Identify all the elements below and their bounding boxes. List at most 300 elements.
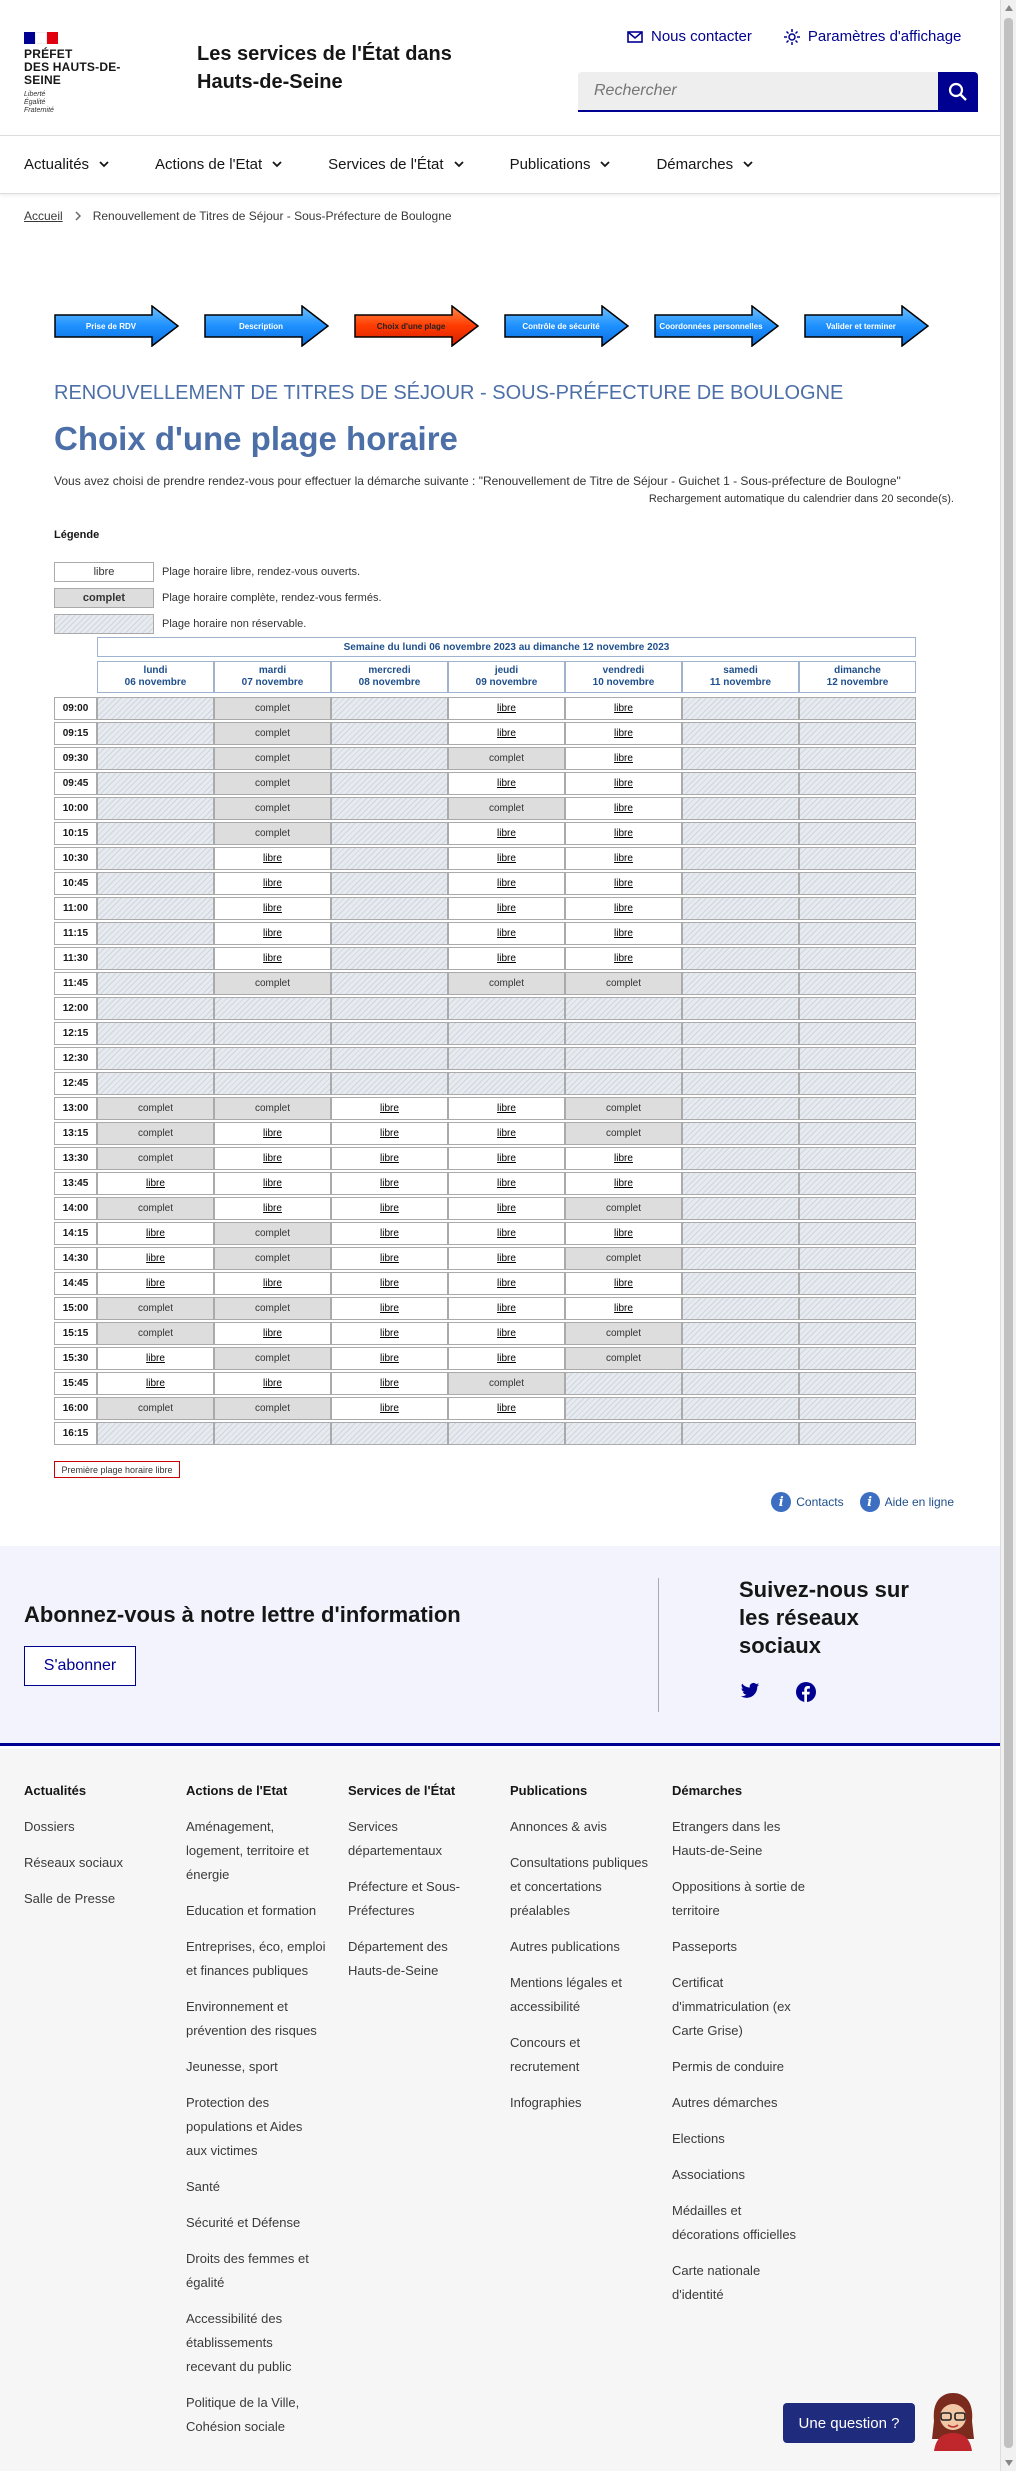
footer-link[interactable]: Autres publications [510,1939,620,1954]
slot-complet: complet [214,1347,331,1370]
slot-libre[interactable]: libre [331,1272,448,1295]
slot-unavailable [214,1422,331,1445]
french-flag-icon [24,32,58,44]
slot-complet: complet [214,1222,331,1245]
slot-libre[interactable]: libre [331,1097,448,1120]
slot-complet: complet [214,1247,331,1270]
step-description [204,305,330,347]
reload-notice: Rechargement automatique du calendrier dans 20 seconde(s). [648,493,954,505]
footer-link[interactable]: Oppositions à sortie de territoire [672,1879,805,1918]
slot-unavailable [799,697,916,720]
slot-libre[interactable]: libre [565,822,682,845]
slot-libre[interactable]: libre [565,847,682,870]
intro-text: Vous avez choisi de prendre rendez-vous pour effectuer la démarche suivante : "Renouvellement de Titre de Séjour - Guichet 1 - Sous-préfecture de Boulogne" [54,474,901,488]
slot-row [54,922,916,947]
slot-complet: complet [448,1372,565,1395]
time-label: 10:15 [54,822,97,845]
slot-libre[interactable]: libre [214,1122,331,1145]
slot-libre[interactable]: libre [565,897,682,920]
time-label: 10:00 [54,797,97,820]
time-label: 15:45 [54,1372,97,1395]
footer-link[interactable]: Préfecture et Sous-Préfectures [348,1879,460,1918]
slot-unavailable [799,1172,916,1195]
footer-link[interactable]: Services départementaux [348,1819,442,1858]
day-name: lundi [143,665,168,676]
page-title: Choix d'une plage horaire [54,420,458,457]
slot-unavailable [682,947,799,970]
slot-libre[interactable]: libre [448,872,565,895]
slot-libre[interactable]: libre [565,697,682,720]
slot-libre[interactable]: libre [331,1397,448,1420]
time-label: 16:00 [54,1397,97,1420]
slot-unavailable [799,772,916,795]
slot-libre[interactable]: libre [448,722,565,745]
slot-row [54,897,916,922]
slot-libre[interactable]: libre [331,1247,448,1270]
slot-row [54,1147,916,1172]
slot-unavailable [331,1072,448,1095]
footer-link[interactable]: Sécurité et Défense [186,2215,301,2230]
legend-na-desc: Plage horaire non réservable. [162,618,307,630]
slot-unavailable [97,797,214,820]
slot-unavailable [331,922,448,945]
footer-link[interactable]: Passeports [672,1939,738,1954]
footer-link[interactable]: Infographies [510,2095,582,2110]
legend-libre-swatch: libre [54,562,154,582]
day-date: 12 novembre [826,677,889,688]
slot-unavailable [682,1422,799,1445]
facebook-icon[interactable] [796,1682,816,1702]
slot-unavailable [214,997,331,1020]
social-links [740,1682,816,1702]
slot-unavailable [682,1022,799,1045]
slot-libre[interactable]: libre [448,1172,565,1195]
legend-libre-desc: Plage horaire libre, rendez-vous ouverts. [162,566,361,578]
slot-complet: complet [97,1097,214,1120]
slot-libre[interactable]: libre [331,1372,448,1395]
aide-link[interactable] [860,1492,954,1512]
slot-libre[interactable]: libre [214,1272,331,1295]
slot-libre[interactable]: libre [97,1172,214,1195]
breadcrumb [24,209,452,223]
slot-row [54,747,916,772]
slot-row [54,1022,916,1047]
slot-unavailable [799,1422,916,1445]
slot-row [54,1172,916,1197]
slot-unavailable [97,697,214,720]
step-prise-rdv [54,305,180,347]
chevron-right-icon [75,211,81,221]
slot-complet: complet [97,1147,214,1170]
chat-button[interactable]: Une question ? [783,2403,915,2443]
slot-unavailable [799,922,916,945]
slot-libre[interactable]: libre [448,697,565,720]
slot-libre[interactable]: libre [448,1347,565,1370]
day-headers [97,661,916,693]
slot-libre[interactable]: libre [448,1122,565,1145]
slot-libre[interactable]: libre [565,1272,682,1295]
nav-services-etat[interactable] [328,156,463,173]
day-header-5 [682,661,799,693]
slot-complet: complet [214,972,331,995]
contacts-link[interactable] [771,1492,843,1512]
contacts-label: Contacts [796,1495,844,1509]
slot-unavailable [799,872,916,895]
nav-actualites[interactable] [24,156,109,173]
footer-link[interactable]: Permis de conduire [672,2059,784,2074]
slot-libre[interactable]: libre [565,772,682,795]
slot-unavailable [331,897,448,920]
footer-link[interactable]: Accessibilité des établissements recevant du public [186,2311,292,2374]
scrollbar[interactable] [1000,0,1016,2471]
slot-unavailable [682,1072,799,1095]
slot-row [54,1272,916,1297]
day-date: 08 novembre [358,677,421,688]
slot-libre[interactable]: libre [331,1322,448,1345]
footer [0,1749,1000,2471]
slot-unavailable [682,697,799,720]
footer-link[interactable]: Entreprises, éco, emploi et finances publiques [186,1939,326,1978]
slot-complet: complet [97,1322,214,1345]
day-name: jeudi [494,665,519,676]
slot-unavailable [331,972,448,995]
slot-complet: complet [448,747,565,770]
assistant-avatar-icon[interactable] [928,2391,978,2451]
slot-unavailable [331,697,448,720]
footer-link[interactable]: Elections [672,2131,725,2146]
nav-demarches[interactable] [656,156,753,173]
slot-libre[interactable]: libre [448,1397,565,1420]
slot-row [54,1097,916,1122]
slot-libre[interactable]: libre [97,1372,214,1395]
slot-libre[interactable]: libre [331,1222,448,1245]
legend-complet-desc: Plage horaire complète, rendez-vous fermés. [162,592,382,604]
header [0,0,1000,136]
time-label: 11:45 [54,972,97,995]
slot-unavailable [799,747,916,770]
footer-link[interactable]: Santé [186,2179,220,2194]
slot-unavailable [331,747,448,770]
slot-libre[interactable]: libre [214,947,331,970]
footer-link[interactable]: Mentions légales et accessibilité [510,1975,623,2014]
slot-libre[interactable]: libre [448,1197,565,1220]
step-controle-securite [504,305,630,347]
slot-unavailable [799,797,916,820]
first-free-slot-button[interactable]: Première plage horaire libre [54,1461,180,1478]
footer-link[interactable]: Certificat d'immatriculation (ex Carte Grise) [672,1975,791,2038]
slot-row [54,772,916,797]
slot-libre[interactable]: libre [565,872,682,895]
slot-libre[interactable]: libre [448,1322,565,1345]
slot-unavailable [97,722,214,745]
slot-libre[interactable]: libre [448,1222,565,1245]
legend-na-swatch [54,614,154,634]
chevron-down-icon [743,161,753,168]
newsletter-section [0,1546,1000,1746]
slot-complet: complet [214,822,331,845]
help-links [771,1492,954,1512]
slot-unavailable [682,972,799,995]
footer-link[interactable]: Etrangers dans les Hauts-de-Seine [672,1819,781,1858]
slot-unavailable [682,1397,799,1420]
footer-column [348,1779,488,1995]
slot-unavailable [682,847,799,870]
footer-link[interactable]: Annonces & avis [510,1819,607,1834]
breadcrumb-home[interactable]: Accueil [24,209,63,223]
footer-link[interactable]: Carte nationale d'identité [672,2263,761,2302]
slot-libre[interactable]: libre [214,1147,331,1170]
slot-libre[interactable]: libre [565,1297,682,1320]
footer-link[interactable]: Consultations publiques et concertations préalables [510,1855,649,1918]
social-title: Suivez-nous sur les réseaux sociaux [739,1577,909,1658]
search-button[interactable] [938,72,978,112]
slot-unavailable [97,947,214,970]
step-label: Description [238,321,283,331]
time-label: 09:45 [54,772,97,795]
slot-libre[interactable]: libre [448,1147,565,1170]
footer-link[interactable]: Droits des femmes et égalité [186,2251,309,2290]
slot-libre[interactable]: libre [565,1147,682,1170]
footer-link[interactable]: Médailles et décorations officielles [672,2203,797,2242]
footer-link[interactable]: Associations [672,2167,745,2182]
slot-unavailable [331,797,448,820]
footer-link[interactable]: Jeunesse, sport [186,2059,278,2074]
footer-column [672,1779,812,2319]
slot-libre[interactable]: libre [214,897,331,920]
contact-label: Nous contacter [651,28,752,45]
slot-unavailable [799,1022,916,1045]
slot-complet: complet [565,1197,682,1220]
slot-unavailable [97,1047,214,1070]
subscribe-button[interactable]: S'abonner [24,1646,136,1686]
slot-libre[interactable]: libre [331,1122,448,1145]
slot-unavailable [799,847,916,870]
slot-unavailable [682,797,799,820]
slot-unavailable [331,872,448,895]
nav-actions-etat[interactable] [155,156,282,173]
slot-complet: complet [565,1247,682,1270]
footer-column-title: Démarches [672,1783,743,1798]
day-name: vendredi [602,665,645,676]
step-label: Choix d'une plage [376,321,446,331]
chevron-down-icon [99,161,109,168]
time-label: 14:30 [54,1247,97,1270]
slot-libre[interactable]: libre [331,1297,448,1320]
twitter-icon[interactable] [740,1682,760,1700]
slot-libre[interactable]: libre [565,722,682,745]
slot-libre[interactable]: libre [97,1247,214,1270]
footer-link[interactable]: Salle de Presse [24,1891,116,1906]
slot-row [54,822,916,847]
time-label: 12:15 [54,1022,97,1045]
newsletter-title: Abonnez-vous à notre lettre d'information [24,1602,461,1627]
search-input[interactable] [578,72,938,112]
sun-icon [784,29,800,45]
slot-unavailable [682,1372,799,1395]
slot-complet: complet [448,797,565,820]
footer-link[interactable]: Dossiers [24,1819,75,1834]
slot-libre[interactable]: libre [97,1347,214,1370]
slot-row [54,997,916,1022]
slot-row [54,697,916,722]
slot-unavailable [799,1147,916,1170]
day-date: 06 novembre [124,677,187,688]
slot-unavailable [799,997,916,1020]
slot-libre[interactable]: libre [214,922,331,945]
slot-unavailable [682,922,799,945]
slot-complet: complet [214,747,331,770]
slot-unavailable [565,1422,682,1445]
footer-link[interactable]: Protection des populations et Aides aux victimes [186,2095,303,2158]
time-label: 12:45 [54,1072,97,1095]
slot-unavailable [682,1047,799,1070]
motto-egalite: Égalité [24,99,46,106]
slot-libre[interactable]: libre [565,922,682,945]
slot-libre[interactable]: libre [448,897,565,920]
site-name[interactable]: Les services de l'État dans Hauts-de-Seine [197,43,452,93]
slot-libre[interactable]: libre [565,1222,682,1245]
contact-link[interactable] [627,28,752,45]
slot-unavailable [682,1197,799,1220]
footer-link[interactable]: Département des Hauts-de-Seine [348,1939,448,1978]
slot-libre[interactable]: libre [214,1197,331,1220]
legend-title: Légende [54,529,100,541]
slot-libre[interactable]: libre [331,1147,448,1170]
slot-libre[interactable]: libre [448,947,565,970]
slot-row [54,1297,916,1322]
search-bar [578,72,978,112]
time-label: 09:00 [54,697,97,720]
nav-label: Démarches [656,156,734,173]
slot-unavailable [331,1022,448,1045]
slot-unavailable [331,1422,448,1445]
slot-unavailable [448,1022,565,1045]
slot-libre[interactable]: libre [214,1372,331,1395]
footer-link[interactable]: Aménagement, logement, territoire et énergie [186,1819,309,1882]
slot-unavailable [682,1322,799,1345]
slot-libre[interactable]: libre [565,797,682,820]
slot-unavailable [682,1097,799,1120]
logo-line-2: DES HAUTS-DE-SEINE [24,60,121,87]
slot-libre[interactable]: libre [448,772,565,795]
motto-liberte: Liberté [24,91,46,98]
day-header-0 [97,661,214,693]
slot-complet: complet [214,1097,331,1120]
slot-libre[interactable]: libre [448,1272,565,1295]
main-nav [0,136,1000,194]
slot-unavailable [799,1047,916,1070]
time-label: 14:15 [54,1222,97,1245]
slot-libre[interactable]: libre [448,1297,565,1320]
slot-unavailable [97,1022,214,1045]
slot-unavailable [799,822,916,845]
day-header-1 [214,661,331,693]
slot-unavailable [682,872,799,895]
slot-unavailable [97,747,214,770]
footer-link[interactable]: Réseaux sociaux [24,1855,123,1870]
slot-libre[interactable]: libre [97,1272,214,1295]
search-icon [948,82,968,102]
day-date: 10 novembre [592,677,655,688]
time-label: 11:00 [54,897,97,920]
slot-unavailable [214,1022,331,1045]
slot-libre[interactable]: libre [448,922,565,945]
slot-unavailable [682,1297,799,1320]
slot-unavailable [682,822,799,845]
footer-link[interactable]: Concours et recrutement [510,2035,581,2074]
slot-libre[interactable]: libre [331,1172,448,1195]
time-label: 12:00 [54,997,97,1020]
slot-complet: complet [214,797,331,820]
slot-libre[interactable]: libre [448,1247,565,1270]
slot-libre[interactable]: libre [97,1222,214,1245]
slot-libre[interactable]: libre [448,822,565,845]
slot-libre[interactable]: libre [214,847,331,870]
slot-complet: complet [97,1197,214,1220]
slot-unavailable [799,1222,916,1245]
slot-unavailable [565,1047,682,1070]
slot-row [54,847,916,872]
motto-fraternite: Fraternité [24,107,54,114]
info-icon: i [771,1492,791,1512]
time-label: 13:15 [54,1122,97,1145]
progress-steps [54,305,930,347]
slot-libre[interactable]: libre [565,947,682,970]
slot-libre[interactable]: libre [448,1097,565,1120]
footer-link[interactable]: Environnement et prévention des risques [186,1999,317,2038]
slot-libre[interactable]: libre [214,1172,331,1195]
slot-unavailable [565,1397,682,1420]
time-label: 13:30 [54,1147,97,1170]
slot-unavailable [682,1347,799,1370]
prefet-logo[interactable] [24,32,154,115]
slot-row [54,1422,916,1447]
time-label: 15:15 [54,1322,97,1345]
slot-unavailable [448,1072,565,1095]
slot-unavailable [97,1422,214,1445]
slot-libre[interactable]: libre [448,847,565,870]
slot-unavailable [331,1047,448,1070]
day-name: samedi [723,665,758,676]
footer-link[interactable]: Politique de la Ville, Cohésion sociale [186,2395,300,2434]
nav-label: Services de l'État [328,156,444,173]
section-title: RENOUVELLEMENT DE TITRES DE SÉJOUR - SOUS-PRÉFECTURE DE BOULOGNE [54,382,844,404]
slot-libre[interactable]: libre [565,747,682,770]
slot-libre[interactable]: libre [214,1322,331,1345]
slot-libre[interactable]: libre [565,1172,682,1195]
slot-row [54,1222,916,1247]
display-settings-label: Paramètres d'affichage [807,28,962,45]
footer-link[interactable]: Autres démarches [672,2095,778,2110]
slot-unavailable [331,722,448,745]
step-valider [804,305,930,347]
time-label: 13:00 [54,1097,97,1120]
slot-unavailable [682,997,799,1020]
step-label: Coordonnées personnelles [659,321,763,331]
aide-label: Aide en ligne [884,1495,954,1509]
slot-unavailable [799,722,916,745]
slot-libre[interactable]: libre [214,872,331,895]
display-settings-link[interactable] [784,28,962,45]
day-name: dimanche [834,665,881,676]
nav-publications[interactable] [510,156,611,173]
slot-libre[interactable]: libre [331,1347,448,1370]
slot-row [54,1047,916,1072]
slot-libre[interactable]: libre [331,1197,448,1220]
slot-unavailable [799,1097,916,1120]
step-label: Valider et terminer [826,321,896,331]
footer-link[interactable]: Education et formation [186,1903,317,1918]
